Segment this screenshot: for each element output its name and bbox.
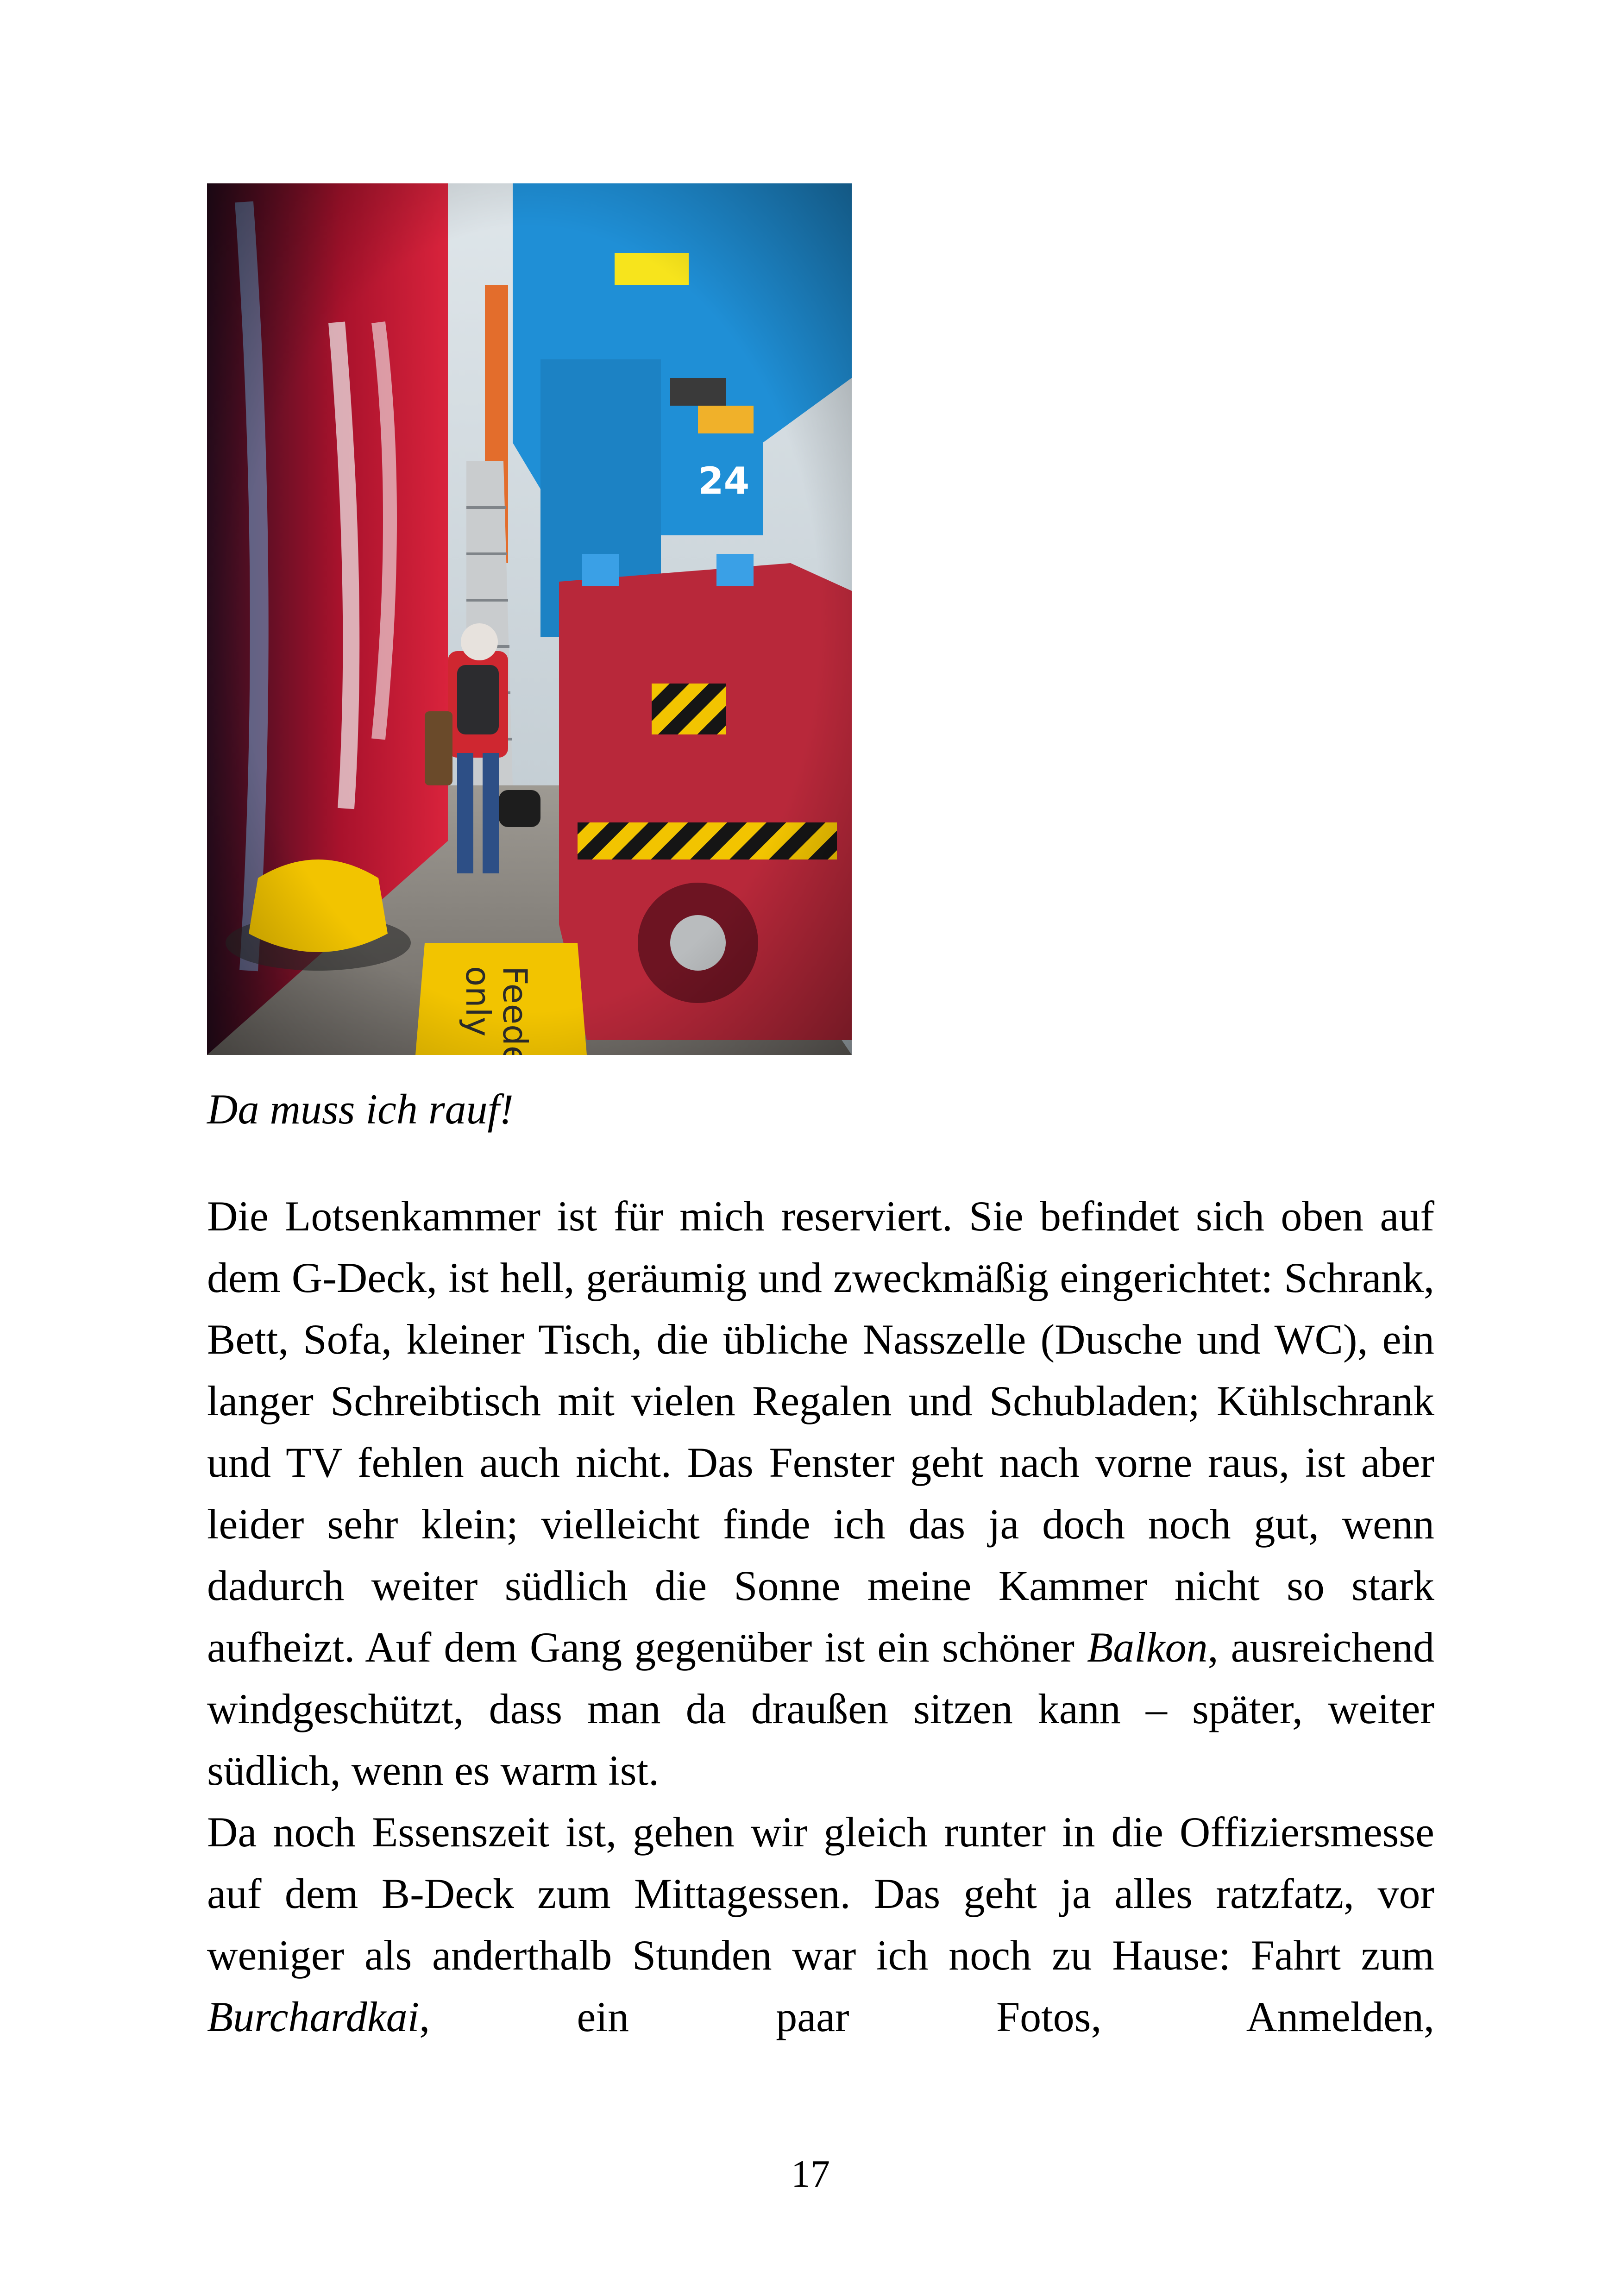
page-number: 17 <box>791 2152 830 2196</box>
photo-illustration <box>207 183 852 1055</box>
paragraph-1-part-1: Die Lotsenkammer ist für mich reserviert. Sie befindet sich oben auf dem G-Deck, ist hell, geräumig und zweckmäßig eingerichtet: Schrank, Bett, Sofa, kleiner Tisch, die übliche Nasszelle (Dusche und WC), ein langer Schreibtisch mit vielen Regalen und Schubladen; Kühlschrank und TV fehlen auch nicht. Das Fenster geht nach vorne raus, ist aber leider sehr klein; vielleicht finde ich das ja doch noch gut, wenn dadurch weiter südlich die Sonne meine Kammer nicht so stark aufheizt. Auf dem Gang gegenüber ist ein schöner <box>207 1192 1434 1671</box>
body-text <box>207 1186 1434 2048</box>
balkon-term: Balkon <box>1087 1624 1208 1671</box>
paragraph-1-part-2: , ausreichend windgeschützt, dass man da draußen sitzen kann – später, weiter südlich, wenn es warm ist. <box>207 1624 1434 1794</box>
figure-caption: Da muss ich rauf! <box>207 1085 514 1133</box>
paragraph-2-part-1: Da noch Essenszeit ist, gehen wir gleich runter in die Offiziersmesse auf dem B-Deck zum Mittagessen. Das geht ja alles ratzfatz, vor weniger als anderthalb Stunden war ich noch zu Hause: Fahrt zum <box>207 1808 1434 1979</box>
burchardkai-term: Burchardkai <box>207 1993 420 2040</box>
paragraph-2-part-2: , ein paar Fotos, Anmelden, <box>419 1993 1434 2040</box>
paragraph-2 <box>207 1801 1434 2048</box>
photo <box>207 183 852 1055</box>
paragraph-1 <box>207 1186 1434 1801</box>
